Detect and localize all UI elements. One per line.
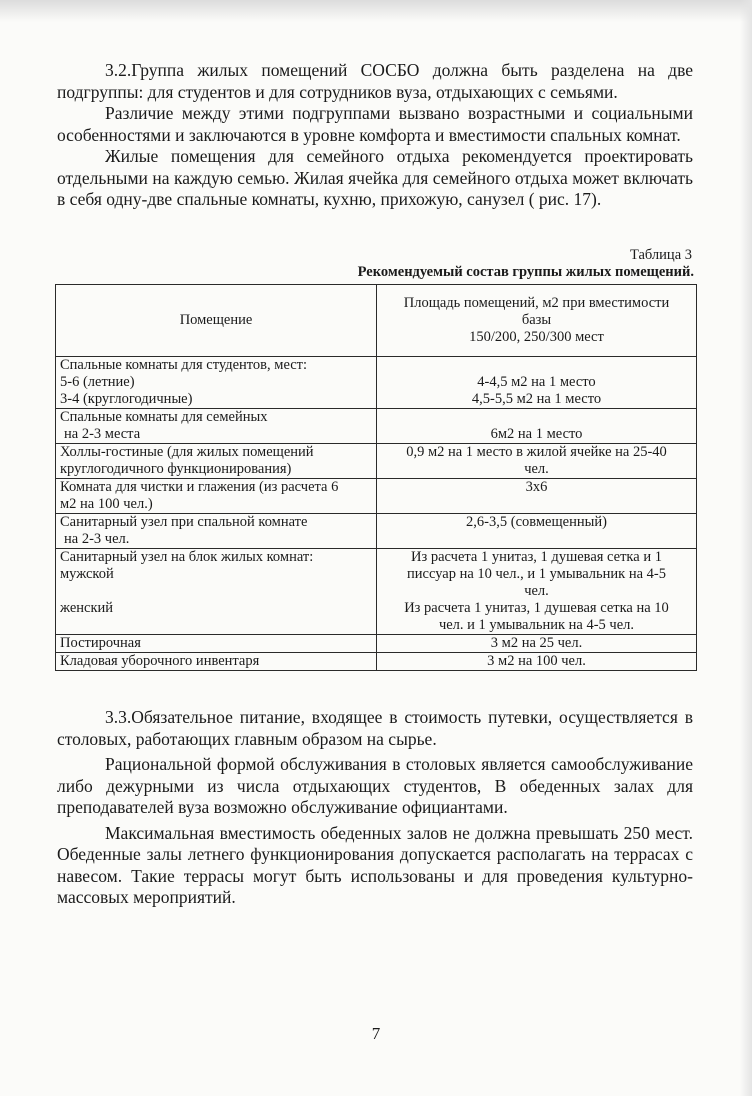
table-title: Рекомендуемый состав группы жилых помещений.: [357, 264, 694, 280]
scan-shadow-right: [740, 0, 752, 1096]
row-room-cell: [56, 409, 377, 444]
header-area-line1: Площадь помещений, м2 при вместимости: [403, 295, 670, 311]
cell-line: чел.: [524, 583, 549, 599]
row-area-cell: [377, 549, 697, 635]
outro-paragraph-3: Максимальная вместимость обеденных залов не должна превышать 250 мест. Обеденные залы летнего функционирования допускается располагать на террасах с навесом. Такие террасы могут быть использованы и для проведения культурно-массовых мероприятий.: [57, 822, 693, 907]
table-row: [56, 409, 697, 444]
cell-line: Санитарный узел на блок жилых комнат:: [60, 549, 314, 565]
outro-paragraph-2: Рациональной формой обслуживания в столовых является самообслуживание либо дежурными из числа отдыхающих студентов, В обеденных залах для преподавателей вуза возможно обслуживание официантами.: [57, 754, 693, 817]
table-row: [56, 653, 697, 671]
cell-line: Комната для чистки и глажения (из расчета 6: [60, 479, 339, 495]
cell-line: мужской: [60, 566, 114, 582]
cell-line: м2 на 100 чел.): [60, 496, 153, 512]
row-room-cell: [56, 444, 377, 479]
row-area-cell: [377, 444, 697, 479]
row-room-cell: [56, 549, 377, 635]
cell-line: на 2-3 чел.: [64, 531, 130, 547]
scan-shadow-top: [0, 0, 752, 22]
table-label: Таблица 3: [629, 247, 692, 263]
header-area-line3: 150/200, 250/300 мест: [469, 329, 604, 345]
page-number: 7: [371, 1024, 381, 1043]
row-room-cell: [56, 479, 377, 514]
table-row: [56, 635, 697, 653]
row-room-cell: [56, 357, 377, 409]
cell-line: 3х6: [525, 479, 548, 495]
row-room-cell: [56, 514, 377, 549]
cell-line: 6м2 на 1 место: [490, 426, 583, 442]
cell-line: 0,9 м2 на 1 место в жилой ячейке на 25-40: [406, 444, 667, 460]
cell-line: чел.: [524, 461, 549, 477]
row-area-cell: [377, 479, 697, 514]
header-area: [377, 285, 697, 357]
cell-line: круглогодичного функционирования): [60, 461, 292, 477]
cell-line: 3-4 (круглогодичные): [60, 391, 193, 407]
cell-line: 4-4,5 м2 на 1 место: [477, 374, 596, 390]
outro-paragraph-1: 3.3.Обязательное питание, входящее в стоимость путевки, осуществляется в столовых, работающих главным образом на сырье.: [57, 707, 693, 749]
cell-line: писсуар на 10 чел., и 1 умывальник на 4-5: [407, 566, 666, 582]
intro-section: [57, 60, 693, 211]
table-row: [56, 479, 697, 514]
cell-line: женский: [60, 600, 114, 616]
cell-line: 4,5-5,5 м2 на 1 место: [471, 391, 602, 407]
cell-line: Спальные комнаты для студентов, мест:: [60, 357, 308, 373]
row-area-cell: [377, 514, 697, 549]
cell-line: Из расчета 1 унитаз, 1 душевая сетка на 10: [404, 600, 669, 616]
cell-line: 5-6 (летние): [60, 374, 135, 390]
row-area-cell: [377, 409, 697, 444]
row-room-cell: Кладовая уборочного инвентаря: [56, 653, 377, 671]
cell-line: Спальные комнаты для семейных: [60, 409, 268, 425]
intro-paragraph-1: 3.2.Группа жилых помещений СОСБО должна быть разделена на две подгруппы: для студентов и для сотрудников вуза, отдыхающих с семьями.: [57, 60, 693, 102]
outro-section: [57, 707, 693, 909]
cell-line: Из расчета 1 унитаз, 1 душевая сетка и 1: [411, 549, 662, 565]
header-area-line2: базы: [521, 312, 552, 328]
row-area-cell: 3 м2 на 25 чел.: [377, 635, 697, 653]
table-row: [56, 444, 697, 479]
intro-paragraph-2: Различие между этими подгруппами вызвано возрастными и социальными особенностями и заключаются в уровне комфорта и вместимости спальных комнат.: [57, 103, 693, 145]
cell-line: Санитарный узел при спальной комнате: [60, 514, 308, 530]
cell-line: 2,6-3,5 (совмещенный): [466, 514, 607, 530]
cell-line: на 2-3 места: [64, 426, 141, 442]
cell-line: чел. и 1 умывальник на 4-5 чел.: [438, 617, 635, 633]
header-room: Помещение: [56, 285, 377, 357]
table-row: [56, 549, 697, 635]
table-row: [56, 357, 697, 409]
row-area-cell: [377, 357, 697, 409]
row-room-cell: Постирочная: [56, 635, 377, 653]
rooms-table: [55, 284, 697, 671]
intro-paragraph-3: Жилые помещения для семейного отдыха рекомендуется проектировать отдельными на каждую семью. Жилая ячейка для семейного отдыха может включать в себя одну-две спальные комнаты, кухню, прихожую, санузел ( рис. 17).: [57, 146, 693, 209]
row-area-cell: 3 м2 на 100 чел.: [377, 653, 697, 671]
table-header-row: [56, 285, 697, 357]
table-row: [56, 514, 697, 549]
cell-line: Холлы-гостиные (для жилых помещений: [60, 444, 314, 460]
